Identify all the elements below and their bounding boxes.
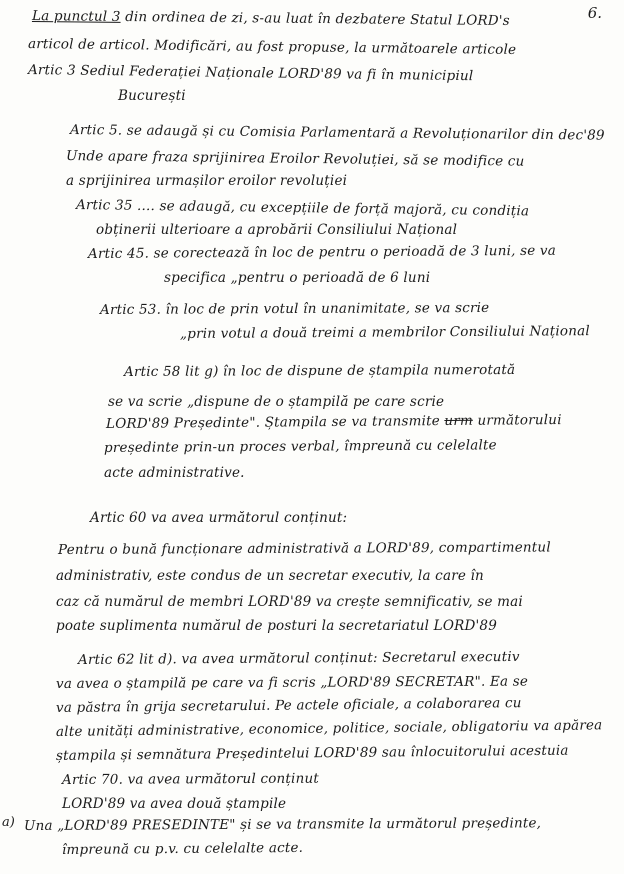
text-line: Artic 70. va avea următorul conținut: [61, 770, 320, 788]
text-line: Una „LORD'89 PRESEDINTE" și se va transmite la următorul președinte,: [23, 815, 542, 834]
text-line: administrativ, este condus de un secretar executiv, la care în: [56, 568, 484, 584]
text-line: ștampila și semnătura Președintelui LORD'89 sau înlocuitorului acestuia: [55, 742, 569, 764]
margin-mark: a): [2, 815, 15, 830]
text-line: caz că numărul de membri LORD'89 va crește semnificativ, se mai: [56, 594, 523, 610]
text-line: va păstra în grija secretarului. Pe actele oficiale, a colaborarea cu: [55, 695, 522, 716]
text-line: împreună cu p.v. cu celelalte acte.: [61, 839, 304, 858]
text-line: Artic 45. se corectează în loc de pentru o perioadă de 3 luni, se va: [87, 242, 557, 262]
text-line: Artic 58 lit g) în loc de dispune de ștampila numerotată: [123, 361, 516, 380]
text-line: Artic 35 .... se adaugă, cu excepțiile de forță majoră, cu condiția: [75, 197, 530, 220]
text-line: LORD'89 Președinte". Ștampila se va transmite urm următorului: [105, 412, 562, 432]
text-line: președinte prin-un proces verbal, împreună cu celelalte: [103, 437, 497, 456]
text-line: va avea o ștampilă pe care va fi scris „LORD'89 SECRETAR". Ea se: [55, 673, 529, 692]
text-line: articol de articol. Modificări, au fost propuse, la următoarele articole: [27, 36, 517, 58]
text-line: LORD'89 va avea două ștampile: [62, 796, 287, 812]
text-line: Artic 60 va avea următorul conținut:: [90, 510, 348, 526]
text-line: Unde apare fraza sprijinirea Eroilor Revoluției, să se modifice cu: [65, 148, 525, 170]
text-line: specifica „pentru o perioadă de 6 luni: [164, 270, 431, 286]
text-line: acte administrative.: [104, 465, 245, 481]
text-line: Artic 3 Sediul Federației Naționale LORD'89 va fi în municipiul: [27, 62, 474, 85]
text-line: a sprijinirea urmașilor eroilor revoluției: [66, 173, 348, 189]
text-line: Artic 5. se adaugă și cu Comisia Parlamentară a Revoluționarilor din dec'89: [69, 122, 605, 144]
text-line: Artic 62 lit d). va avea următorul conținut: Secretarul executiv: [77, 648, 520, 668]
page-number: 6.: [587, 4, 602, 22]
text-line: La punctul 3 din ordinea de zi, s-au luat în dezbatere Statul LORD's: [31, 8, 510, 30]
text-line: alte unități administrative, economice, politice, sociale, obligatoriu va apărea: [55, 717, 603, 740]
struck-word: urm: [444, 412, 474, 430]
text-line: poate suplimenta numărul de posturi la secretariatul LORD'89: [56, 618, 497, 634]
text-line: București: [118, 88, 186, 104]
agenda-heading: La punctul 3: [31, 8, 121, 25]
text-line: se va scrie „dispune de o ștampilă pe care scrie: [108, 394, 445, 410]
text-line: obținerii ulterioare a aprobării Consiliului Național: [96, 222, 458, 238]
text-line: Artic 53. în loc de prin votul în unanimitate, se va scrie: [99, 299, 490, 318]
text-line: Pentru o bună funcționare administrativă a LORD'89, compartimentul: [57, 539, 551, 558]
text-line: „prin votul a două treimi a membrilor Consiliului Național: [179, 323, 590, 342]
